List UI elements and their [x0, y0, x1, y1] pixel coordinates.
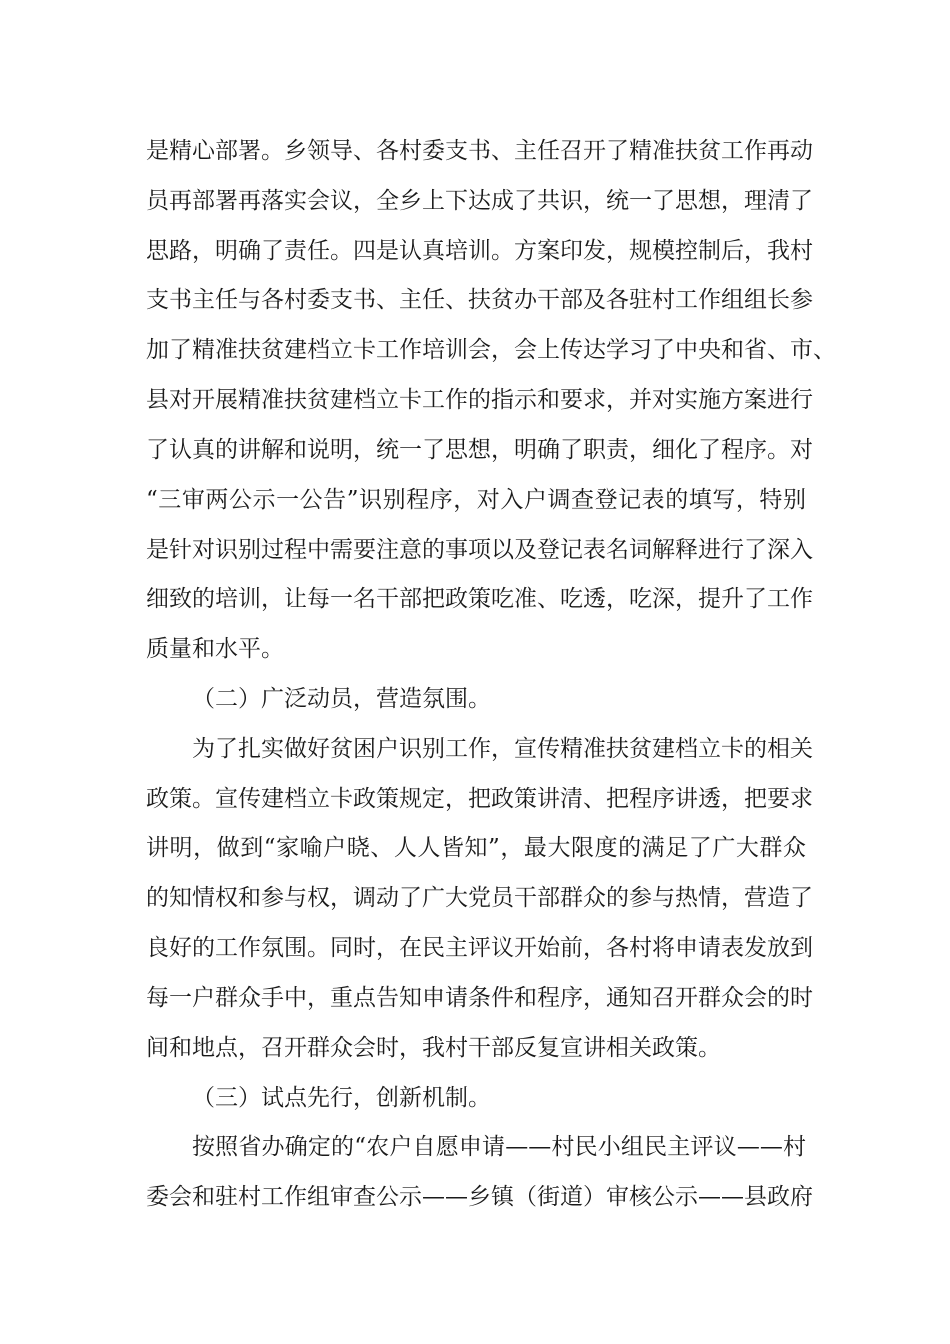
- text-line: 思路，明确了责任。四是认真培训。方案印发，规模控制后，我村: [146, 238, 813, 264]
- section-heading: （二）广泛动员，营造氛围。: [192, 686, 491, 712]
- text-line: 质量和水平。: [146, 636, 284, 662]
- text-line: 间和地点，召开群众会时，我村干部反复宣讲相关政策。: [146, 1035, 721, 1061]
- text-line: 讲明，做到“家喻户晓、人人皆知”，最大限度的满足了广大群众: [146, 835, 806, 861]
- paragraph-first-line: 为了扎实做好贫困户识别工作，宣传精准扶贫建档立卡的相关: [192, 736, 813, 762]
- text-line: 是针对识别过程中需要注意的事项以及登记表名词解释进行了深入: [146, 537, 813, 563]
- text-line: 员再部署再落实会议，全乡上下达成了共识，统一了思想，理清了: [146, 188, 813, 214]
- text-line: 良好的工作氛围。同时，在民主评议开始前，各村将申请表发放到: [146, 935, 813, 961]
- text-line: 支书主任与各村委支书、主任、扶贫办干部及各驻村工作组组长参: [146, 287, 813, 313]
- text-line: 政策。宣传建档立卡政策规定，把政策讲清、把程序讲透，把要求: [146, 786, 813, 812]
- text-line: 的知情权和参与权，调动了广大党员干部群众的参与热情，营造了: [146, 885, 813, 911]
- text-line: 是精心部署。乡领导、各村委支书、主任召开了精准扶贫工作再动: [146, 138, 813, 164]
- paragraph-first-line: 按照省办确定的“农户自愿申请——村民小组民主评议——村: [192, 1134, 806, 1160]
- text-line: 委会和驻村工作组审查公示——乡镇（街道）审核公示——县政府: [146, 1184, 813, 1210]
- section-heading: （三）试点先行，创新机制。: [192, 1085, 491, 1111]
- text-line: “三审两公示一公告”识别程序，对入户调查登记表的填写，特别: [146, 487, 806, 513]
- text-line: 了认真的讲解和说明，统一了思想，明确了职责，细化了程序。对: [146, 437, 813, 463]
- text-line: 细致的培训，让每一名干部把政策吃准、吃透，吃深，提升了工作: [146, 586, 813, 612]
- text-line: 每一户群众手中，重点告知申请条件和程序，通知召开群众会的时: [146, 985, 813, 1011]
- text-line: 县对开展精准扶贫建档立卡工作的指示和要求，并对实施方案进行: [146, 387, 813, 413]
- text-line: 加了精准扶贫建档立卡工作培训会，会上传达学习了中央和省、市、: [146, 337, 836, 363]
